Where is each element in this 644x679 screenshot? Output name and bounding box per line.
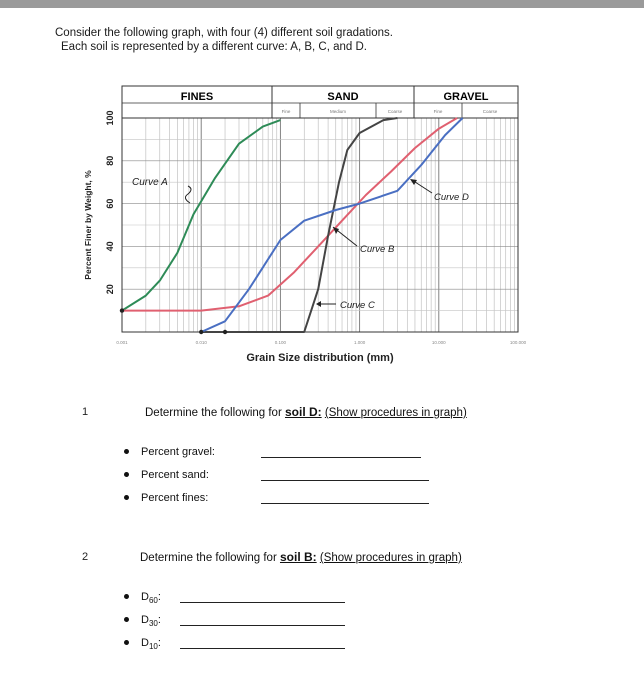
x-tick-label: 1.000 [353,340,366,345]
item-label: $D_{30}$: [141,614,161,629]
y-tick-label: 100 [105,110,115,126]
y-tick-label: 20 [105,284,115,295]
item-label: Percent sand: [141,469,209,481]
annotation-curve-c-arrowhead [316,301,321,307]
answer-line-d10[interactable] [180,648,345,649]
header-sand-coarse: Coarse [387,109,403,114]
header-sand-fine: Fine [281,109,291,114]
answer-line-d30[interactable] [180,625,345,626]
answer-line-fines[interactable] [261,503,429,504]
question-1-soil: soil D: [284,405,322,419]
intro-line-2: Each soil is represented by a different curve: A, B, C, and D. [61,41,367,53]
series-line-curve-b [122,118,457,311]
start-point-dot [199,330,203,334]
annotation-curve-b: Curve B [360,244,395,255]
intro-line-1: Consider the following graph, with four (4) different soil gradations. [55,27,393,39]
header-sand-medium: Medium [329,109,347,114]
chart-grid [122,118,518,332]
item-label: Percent gravel: [141,446,215,458]
annotation-curve-d: Curve D [434,192,469,203]
y-tick-label: 40 [105,241,115,252]
annotation-curve-c: Curve C [340,300,375,311]
header-gravel-coarse: Coarse [482,109,498,114]
y-tick-labels [105,110,115,294]
start-point-dot [223,330,227,334]
question-2-prefix: Determine the following for [140,552,280,564]
question-2-text [140,550,462,564]
x-axis-label: Grain Size distribution (mm) [246,352,394,364]
answer-line-sand[interactable] [261,480,429,481]
answer-line-d60[interactable] [180,602,345,603]
x-tick-label: 100.000 [509,340,527,345]
y-tick-label: 80 [105,155,115,166]
header-sand: SAND [327,91,359,103]
question-1-prefix: Determine the following for [145,407,285,419]
bullet-icon [124,594,129,599]
x-tick-label: 0.010 [195,340,207,345]
bullet-icon [124,449,129,454]
question-2-instruction: (Show procedures in graph) [319,552,462,564]
x-tick-labels [116,340,526,345]
annotation-curve-a-arrow [185,186,191,203]
x-tick-label: 10.000 [431,340,446,345]
question-1-number: 1 [82,406,89,418]
header-fines: FINES [180,91,214,103]
x-tick-label: 0.100 [274,340,287,345]
bullet-icon [124,495,129,500]
answer-line-gravel[interactable] [261,457,421,458]
bullet-icon [124,640,129,645]
chart-annotations [132,177,469,311]
question-1-text [145,405,467,419]
question-2-number: 2 [82,551,89,563]
bullet-icon [124,617,129,622]
bullet-icon [124,472,129,477]
item-label: $D_{60}$: [141,591,161,606]
y-axis-label: Percent Finer by Weight, % [83,170,93,280]
chart-series [120,118,463,334]
chart-header [122,86,518,118]
header-gravel: GRAVEL [443,91,489,103]
item-label: $D_{10}$: [141,637,161,652]
start-point-dot [120,308,124,312]
annotation-curve-a: Curve A [132,177,168,188]
y-tick-label: 60 [105,198,115,209]
x-tick-label: 0.001 [116,340,128,345]
item-label: Percent fines: [141,492,209,504]
question-2-soil: soil B: [279,550,317,564]
header-gravel-fine: Fine [433,109,443,114]
question-1-instruction: (Show procedures in graph) [324,407,467,419]
